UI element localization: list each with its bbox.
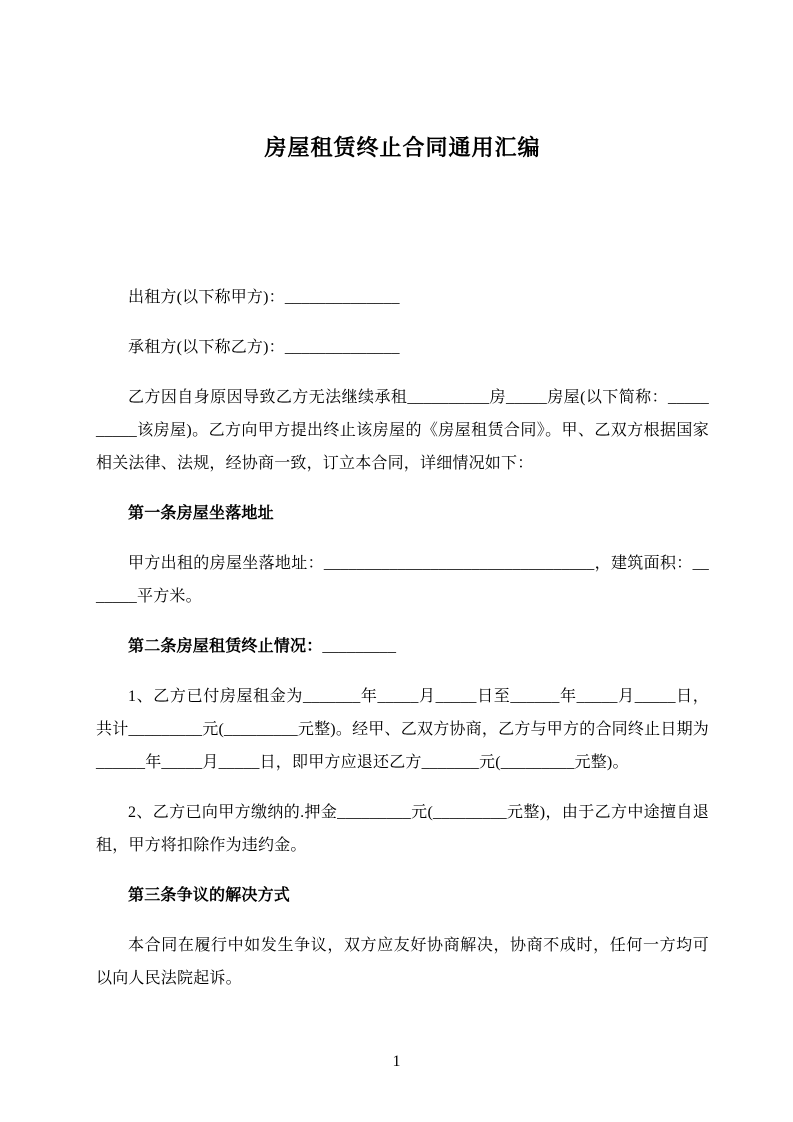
lessor-line: 出租方(以下称甲方)：______________ [128,289,400,306]
article2-item1: 1、乙方已付房屋租金为_______年_____月_____日至______年_____月_____日，共计_________元(_________元整)。经甲、乙双方协商，乙方与甲方的合同终止日期为______年_____月_____日，即甲方应退还乙方_______元(_________元整)。 [96,688,709,771]
article2-heading [96,630,709,663]
article2-heading-blank: _________ [322,638,397,655]
article1-heading: 第一条房屋坐落地址 [128,505,274,522]
article2-item2: 2、乙方已向甲方缴纳的.押金_________元(_________元整)，由于乙方中途擅自退租，甲方将扣除作为违约金。 [96,804,709,854]
page-number: 1 [392,1053,401,1070]
article2-heading-text: 第二条房屋租赁终止情况： [128,638,323,655]
document-title: 房屋租赁终止合同通用汇编 [264,135,541,160]
article1-body: 甲方出租的房屋坐落地址：_________________________________，建筑面积：_______平方米。 [96,555,709,605]
article3-heading: 第三条争议的解决方式 [128,887,291,904]
lessee-line: 承租方(以下称乙方)：______________ [128,339,400,356]
article3-body: 本合同在履行中如发生争议，双方应友好协商解决，协商不成时，任何一方均可以向人民法院起诉。 [96,937,709,987]
intro-paragraph: 乙方因自身原因导致乙方无法继续承租__________房_____房屋(以下简称：__________该房屋)。乙方向甲方提出终止该房屋的《房屋租赁合同》。甲、乙双方根据国家相关法律、法规，经协商一致，订立本合同，详细情况如下： [96,389,709,472]
